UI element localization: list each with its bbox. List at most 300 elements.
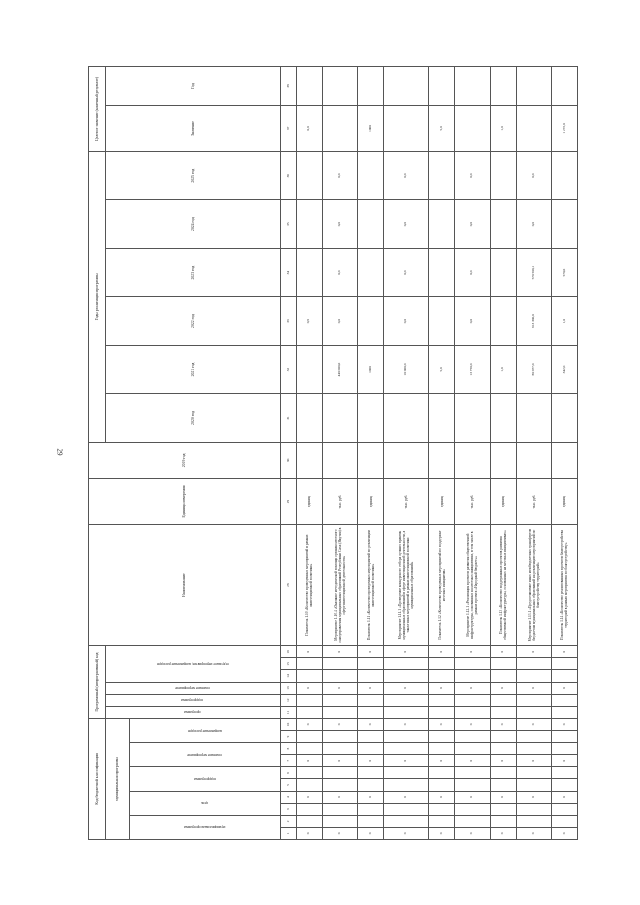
row-year-value: 440 000,0 — [322, 345, 357, 393]
row-unit: единиц — [358, 479, 384, 525]
column-number: 37 — [281, 105, 297, 151]
code-cell — [551, 731, 577, 743]
header-code-col-text: цель — [201, 801, 209, 806]
row-target-year — [429, 67, 455, 106]
header-unit: Единица измерения — [89, 479, 281, 525]
header-program-code-col-text: отдельное мероприятие, направление расходов — [156, 661, 229, 666]
code-cell — [455, 743, 490, 755]
row-base-year — [429, 442, 455, 478]
column-number: 32 — [281, 345, 297, 393]
row-name: Показатель 1.10 «Количество проведенных мероприятий в рамках инвестиционной политики» — [296, 525, 322, 646]
code-cell — [384, 743, 429, 755]
column-number: 1 — [281, 827, 297, 839]
code-cell — [358, 658, 384, 670]
code-cell: 0 — [384, 827, 429, 839]
code-cell: 0 — [358, 718, 384, 730]
row-year-value — [429, 297, 455, 345]
header-code-col — [130, 743, 281, 767]
row-target-year — [296, 67, 322, 106]
code-cell — [516, 694, 551, 706]
header-code-col-text: муниципальная программа — [183, 825, 226, 830]
row-year-value: 0,9 — [296, 297, 322, 345]
code-cell — [384, 815, 429, 827]
code-cell — [490, 670, 516, 682]
code-cell: 0 — [455, 827, 490, 839]
row-year-value: 0,0 — [322, 151, 357, 200]
code-cell — [322, 743, 357, 755]
row-year-value — [551, 394, 577, 442]
row-base-year — [322, 442, 357, 478]
header-code-col — [130, 767, 281, 791]
row-base-year — [455, 442, 490, 478]
row-year-value — [358, 151, 384, 200]
row-year-value: 1000 — [358, 345, 384, 393]
row-year-value — [296, 248, 322, 296]
code-cell — [322, 779, 357, 791]
row-year-value: 1,0 — [551, 297, 577, 345]
code-cell — [358, 815, 384, 827]
code-cell — [551, 658, 577, 670]
code-cell: 0 — [429, 718, 455, 730]
code-cell — [322, 670, 357, 682]
code-cell: 0 — [455, 646, 490, 658]
code-cell: 0 — [429, 827, 455, 839]
row-year-value — [490, 394, 516, 442]
code-cell — [490, 815, 516, 827]
row-year-value: 0,0 — [384, 297, 429, 345]
code-cell — [384, 779, 429, 791]
code-cell — [322, 767, 357, 779]
code-cell — [322, 706, 357, 718]
code-cell — [490, 731, 516, 743]
code-cell — [358, 779, 384, 791]
code-cell: 0 — [384, 646, 429, 658]
header-name: Наименование — [89, 525, 281, 646]
code-cell — [551, 815, 577, 827]
code-cell — [551, 767, 577, 779]
code-cell: 0 — [490, 755, 516, 767]
code-cell: 0 — [516, 682, 551, 694]
row-year-value — [516, 394, 551, 442]
code-cell — [322, 731, 357, 743]
code-cell — [429, 743, 455, 755]
row-year-value: 5,0 — [429, 345, 455, 393]
code-cell: 0 — [296, 791, 322, 803]
header-program-code-col-text: подпрограмма — [181, 698, 204, 703]
code-cell: 0 — [516, 755, 551, 767]
row-year-value — [358, 394, 384, 442]
row-year-value: 1,0 — [490, 345, 516, 393]
row-name: Мероприятие 1.11.1 «Проведение конкурсного отбора лучших практик муниципальных образований в сфере инвестиционной деятельности, а также иных мероприятий в рамках инвестиционной политики муниципальных образований» — [384, 525, 429, 646]
row-name: Показатель 1.13 «Количество поддержанных проектов развития общественной инфраструктуры, основанных на местных инициативах» — [490, 525, 516, 646]
code-cell: 0 — [358, 682, 384, 694]
row-target-year — [551, 67, 577, 106]
header-target-group: Целевое значение (конечный результат) — [89, 67, 106, 152]
code-cell — [455, 706, 490, 718]
header-year: 2023 год — [105, 248, 280, 296]
column-number: 33 — [281, 297, 297, 345]
row-target-value: 0,0 — [296, 105, 322, 151]
row-year-value: 0,0 — [516, 200, 551, 248]
column-number: 28 — [281, 525, 297, 646]
table-row — [358, 67, 384, 840]
code-cell — [322, 815, 357, 827]
code-cell — [296, 658, 322, 670]
code-cell: 0 — [490, 646, 516, 658]
column-number: 11 — [281, 706, 297, 718]
code-cell: 0 — [455, 682, 490, 694]
row-target-year — [384, 67, 429, 106]
code-cell — [429, 731, 455, 743]
code-cell — [358, 694, 384, 706]
code-cell — [516, 658, 551, 670]
code-cell — [384, 803, 429, 815]
code-cell: 0 — [490, 718, 516, 730]
row-name: Показатель 1.14 «Количество реализованных проектов благоустройства территорий в рамках мероприятия по благоустройству» — [551, 525, 577, 646]
row-year-value — [296, 151, 322, 200]
header-program-code-col-text: основное мероприятие — [174, 686, 210, 691]
column-number: 8 — [281, 743, 297, 755]
code-cell — [384, 767, 429, 779]
row-base-year — [358, 442, 384, 478]
row-target-year — [322, 67, 357, 106]
column-number: 10 — [281, 718, 297, 730]
column-number: 6 — [281, 767, 297, 779]
code-cell — [358, 670, 384, 682]
row-unit: единиц — [296, 479, 322, 525]
row-year-value — [358, 200, 384, 248]
code-cell — [296, 706, 322, 718]
row-year-value — [358, 248, 384, 296]
code-cell: 0 — [516, 646, 551, 658]
column-number-row — [281, 67, 297, 840]
row-target-year — [516, 67, 551, 106]
code-cell: 0 — [551, 791, 577, 803]
code-cell: 0 — [322, 718, 357, 730]
row-name: Мероприятие 1.13.1 «Предоставление иных межбюджетных трансфертов бюджетам муниципальных образований на реализацию мероприятий по благоустройству территорий» — [516, 525, 551, 646]
code-cell: 0 — [455, 718, 490, 730]
page-number: 29 — [55, 448, 64, 456]
code-cell — [296, 731, 322, 743]
code-cell: 0 — [322, 755, 357, 767]
code-cell: 0 — [322, 682, 357, 694]
row-base-year — [384, 442, 429, 478]
row-year-value: 0,0 — [384, 151, 429, 200]
code-cell — [296, 767, 322, 779]
row-year-value: 0,0 — [384, 248, 429, 296]
row-unit: единиц — [429, 479, 455, 525]
code-cell: 0 — [358, 791, 384, 803]
code-cell: 0 — [384, 718, 429, 730]
row-year-value: 342,0 — [551, 345, 577, 393]
code-cell — [551, 779, 577, 791]
code-cell — [384, 694, 429, 706]
row-year-value: 0,0 — [455, 297, 490, 345]
row-unit: тыс. руб. — [516, 479, 551, 525]
header-code-col-text: основное мероприятие — [187, 752, 223, 757]
code-cell: 0 — [322, 827, 357, 839]
code-cell — [429, 815, 455, 827]
column-number: 5 — [281, 779, 297, 791]
table-row — [384, 67, 429, 840]
row-target-year — [455, 67, 490, 106]
code-cell — [516, 706, 551, 718]
header-base-year: 2019 год — [89, 442, 281, 478]
code-cell — [490, 658, 516, 670]
code-cell — [516, 743, 551, 755]
table-row — [296, 67, 322, 840]
column-number: 3 — [281, 803, 297, 815]
row-year-value — [490, 248, 516, 296]
code-cell: 0 — [384, 791, 429, 803]
row-year-value — [429, 248, 455, 296]
rotated-table-container — [88, 66, 578, 840]
row-year-value: 0,0 — [516, 151, 551, 200]
row-year-value — [490, 297, 516, 345]
column-number: 16 — [281, 646, 297, 658]
header-year: 2024 год — [105, 200, 280, 248]
code-cell — [384, 658, 429, 670]
table-row — [516, 67, 551, 840]
code-cell — [296, 779, 322, 791]
code-cell: 0 — [384, 682, 429, 694]
row-name: Показатель 1.12 «Количество проведенных мероприятий по поддержке местных инициатив» — [429, 525, 455, 646]
code-cell — [516, 767, 551, 779]
row-year-value — [296, 345, 322, 393]
table-row — [490, 67, 516, 840]
code-cell: 0 — [296, 718, 322, 730]
row-target-value: 1 272,0 — [551, 105, 577, 151]
header-program-code-col — [105, 682, 280, 694]
code-cell — [358, 731, 384, 743]
header-code-col — [130, 815, 281, 839]
column-number: 34 — [281, 248, 297, 296]
row-year-value: 0,0 — [322, 248, 357, 296]
row-target-year — [358, 67, 384, 106]
header-code-col-text: подпрограмма — [193, 777, 216, 782]
row-name: Мероприятие 1.12.1 «Реализация проектов развития общественной инфраструктуры, основанных на местных инициативах, в том числе в рамках проекта «Народный бюджет»» — [455, 525, 490, 646]
code-cell — [516, 803, 551, 815]
row-year-value: 570 500,1 — [516, 248, 551, 296]
code-cell: 0 — [551, 682, 577, 694]
row-year-value — [358, 297, 384, 345]
code-cell: 0 — [516, 791, 551, 803]
code-cell — [429, 706, 455, 718]
header-code-group: Код бюджетной классификации — [89, 718, 106, 839]
row-target-value — [455, 105, 490, 151]
code-cell — [429, 803, 455, 815]
row-unit: тыс. руб. — [384, 479, 429, 525]
code-cell — [490, 779, 516, 791]
code-cell — [490, 743, 516, 755]
header-code-col — [130, 718, 281, 742]
code-cell — [490, 803, 516, 815]
code-cell: 0 — [551, 755, 577, 767]
row-name: Показатель 1.11 «Количество проведенных мероприятий по реализации инвестиционной политики» — [358, 525, 384, 646]
code-cell: 0 — [296, 755, 322, 767]
table-row — [429, 67, 455, 840]
row-base-year — [551, 442, 577, 478]
code-cell — [322, 658, 357, 670]
row-year-value: 13 750,0 — [455, 345, 490, 393]
row-year-value — [455, 394, 490, 442]
row-year-value: 570,0 — [551, 248, 577, 296]
header-code-col-text: направление расходов — [187, 728, 222, 733]
code-cell — [429, 658, 455, 670]
row-target-year — [490, 67, 516, 106]
code-cell — [551, 670, 577, 682]
code-cell — [384, 731, 429, 743]
row-target-value — [516, 105, 551, 151]
code-cell — [358, 706, 384, 718]
code-cell: 0 — [455, 791, 490, 803]
code-cell — [429, 779, 455, 791]
code-cell — [551, 706, 577, 718]
column-number: 29 — [281, 479, 297, 525]
column-number: 38 — [281, 67, 297, 106]
table-row — [322, 67, 357, 840]
row-unit: тыс. руб. — [322, 479, 357, 525]
code-cell: 0 — [296, 682, 322, 694]
code-cell — [358, 803, 384, 815]
code-cell — [455, 658, 490, 670]
row-year-value — [322, 394, 357, 442]
column-number: 35 — [281, 200, 297, 248]
row-year-value — [551, 151, 577, 200]
row-year-value: 0,0 — [455, 151, 490, 200]
header-program-code-col — [105, 694, 280, 706]
code-cell — [516, 779, 551, 791]
row-target-value — [384, 105, 429, 151]
code-cell: 0 — [358, 646, 384, 658]
column-number: 4 — [281, 791, 297, 803]
code-cell: 0 — [490, 791, 516, 803]
code-cell: 0 — [429, 682, 455, 694]
header-target-value: Значение — [105, 105, 280, 151]
code-cell — [516, 731, 551, 743]
code-cell — [551, 743, 577, 755]
row-base-year — [490, 442, 516, 478]
header-year: 2021 год — [105, 345, 280, 393]
column-number: 13 — [281, 682, 297, 694]
table-row — [455, 67, 490, 840]
code-cell — [296, 694, 322, 706]
code-cell — [296, 815, 322, 827]
code-cell — [455, 779, 490, 791]
row-year-value — [296, 394, 322, 442]
code-cell — [490, 767, 516, 779]
code-cell — [296, 743, 322, 755]
row-year-value: 0,0 — [384, 200, 429, 248]
code-cell: 0 — [551, 718, 577, 730]
header-target-year: Год — [105, 67, 280, 106]
code-cell — [516, 670, 551, 682]
code-cell — [429, 670, 455, 682]
column-number: 14 — [281, 670, 297, 682]
code-cell — [296, 670, 322, 682]
code-cell: 0 — [516, 718, 551, 730]
code-cell: 0 — [358, 827, 384, 839]
code-cell — [384, 706, 429, 718]
header-program-code-group: Программный (непрограммный) код — [89, 646, 106, 719]
code-cell — [455, 767, 490, 779]
row-target-value — [322, 105, 357, 151]
code-cell: 0 — [322, 791, 357, 803]
column-number: 30 — [281, 442, 297, 478]
code-cell: 0 — [516, 827, 551, 839]
code-cell: 0 — [490, 682, 516, 694]
code-cell: 0 — [429, 791, 455, 803]
code-cell — [429, 767, 455, 779]
header-year: 2025 год — [105, 151, 280, 200]
row-year-value — [490, 151, 516, 200]
code-cell — [322, 694, 357, 706]
header-code-sub: муниципальная программа — [105, 718, 129, 839]
code-cell — [516, 815, 551, 827]
column-number: 31 — [281, 394, 297, 442]
code-cell: 0 — [490, 827, 516, 839]
code-cell: 0 — [429, 755, 455, 767]
row-year-value — [490, 200, 516, 248]
document-page — [88, 66, 578, 840]
header-row — [89, 67, 106, 840]
code-cell: 0 — [296, 646, 322, 658]
row-target-value: 1000 — [358, 105, 384, 151]
row-unit: единиц — [551, 479, 577, 525]
row-year-value — [384, 394, 429, 442]
row-name: Мероприятие 1.10.4 «Оказание методической помощи органам местного самоуправления муниципальных образований Республики Саха (Якутия) в сфере инвестиционной деятельности» — [322, 525, 357, 646]
row-year-value — [429, 200, 455, 248]
program-table — [88, 66, 578, 840]
row-year-value: 0,0 — [322, 200, 357, 248]
code-cell — [490, 706, 516, 718]
code-cell: 0 — [358, 755, 384, 767]
row-target-value: 5,0 — [429, 105, 455, 151]
code-cell — [322, 803, 357, 815]
code-cell — [358, 767, 384, 779]
column-number: 12 — [281, 694, 297, 706]
row-unit: единиц — [490, 479, 516, 525]
code-cell — [455, 731, 490, 743]
code-cell: 0 — [429, 646, 455, 658]
row-base-year — [516, 442, 551, 478]
table-row — [551, 67, 577, 840]
row-year-value: 0,0 — [455, 200, 490, 248]
header-year: 2022 год — [105, 297, 280, 345]
row-year-value — [296, 200, 322, 248]
header-years-group: Годы реализации программы — [89, 151, 106, 442]
code-cell — [455, 694, 490, 706]
code-cell: 0 — [551, 827, 577, 839]
row-year-value: 80 077,0 — [516, 345, 551, 393]
row-unit: тыс. руб. — [455, 479, 490, 525]
row-base-year — [296, 442, 322, 478]
row-year-value — [429, 151, 455, 200]
row-target-value: 1,0 — [490, 105, 516, 151]
column-number: 9 — [281, 731, 297, 743]
code-cell: 0 — [384, 755, 429, 767]
row-year-value: 0,0 — [455, 248, 490, 296]
code-cell — [551, 803, 577, 815]
header-program-code-col — [105, 646, 280, 682]
row-year-value: 613 300,0 — [516, 297, 551, 345]
code-cell — [455, 815, 490, 827]
code-cell — [296, 803, 322, 815]
row-year-value — [429, 394, 455, 442]
column-number: 15 — [281, 658, 297, 670]
code-cell — [455, 803, 490, 815]
code-cell — [358, 743, 384, 755]
